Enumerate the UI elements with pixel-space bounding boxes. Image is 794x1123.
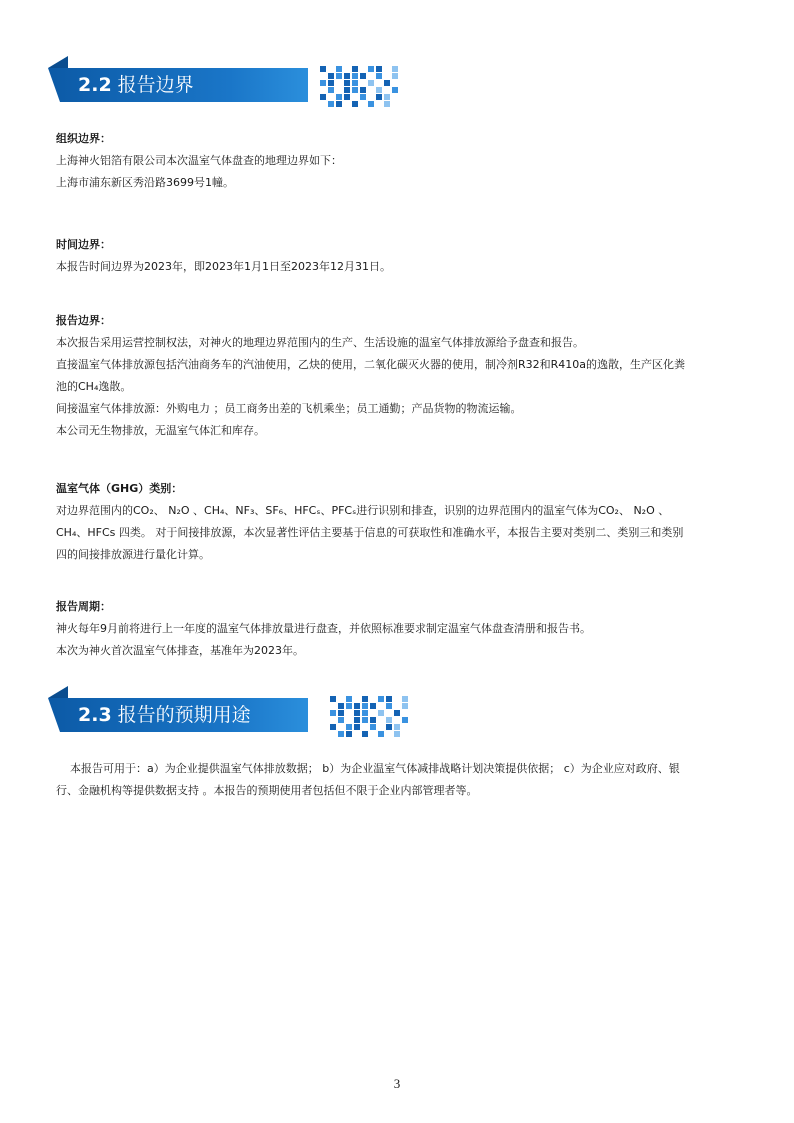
decor-pixel bbox=[392, 66, 398, 72]
decor-pixel bbox=[352, 87, 358, 93]
ghg-line: 四的间接排放源进行量化计算。 bbox=[56, 548, 210, 561]
org-line: 上海市浦东新区秀沿路3699号1幢。 bbox=[56, 176, 234, 189]
decor-pixel bbox=[336, 94, 342, 100]
decor-pixel bbox=[360, 73, 366, 79]
decor-pixel bbox=[360, 87, 366, 93]
section-title bbox=[78, 68, 194, 102]
decor-pixel bbox=[368, 101, 374, 107]
decor-pixel bbox=[338, 731, 344, 737]
decor-pixel bbox=[386, 696, 392, 702]
report-line: 本公司无生物排放，无温室气体汇和库存。 bbox=[56, 424, 265, 437]
time-boundary bbox=[56, 234, 746, 278]
decor-pixel bbox=[402, 717, 408, 723]
decor-pixel bbox=[346, 696, 352, 702]
decor-pixel bbox=[384, 94, 390, 100]
decor-pixel bbox=[344, 94, 350, 100]
decor-pixel bbox=[330, 724, 336, 730]
decor-pixel bbox=[354, 710, 360, 716]
usage-line: 行、金融机构等提供数据支持 。本报告的预期使用者包括但不限于企业内部管理者等。 bbox=[56, 784, 478, 797]
decor-pixel bbox=[386, 717, 392, 723]
decor-pixel bbox=[328, 101, 334, 107]
time-line: 本报告时间边界为2023年，即2023年1月1日至2023年12月31日。 bbox=[56, 260, 391, 273]
section-2-3-banner bbox=[48, 686, 420, 732]
ghg-categories bbox=[56, 478, 746, 566]
decor-pixel bbox=[338, 710, 344, 716]
decor-pixel bbox=[362, 710, 368, 716]
decor-pixel bbox=[352, 80, 358, 86]
decor-pixel bbox=[344, 80, 350, 86]
report-line: 池的CH₄逸散。 bbox=[56, 380, 132, 393]
report-line: 直接温室气体排放源包括汽油商务车的汽油使用，乙炔的使用，二氧化碳灭火器的使用，制冷剂R32和R410a的逸散，生产区化粪 bbox=[56, 358, 686, 371]
decor-pixel bbox=[360, 94, 366, 100]
section-title-text: 报告边界 bbox=[117, 74, 194, 96]
decor-pixel bbox=[346, 724, 352, 730]
decor-pixel bbox=[346, 703, 352, 709]
decor-pixel bbox=[346, 731, 352, 737]
decor-pixel bbox=[352, 66, 358, 72]
decor-pixel bbox=[336, 73, 342, 79]
period-heading: 报告周期： bbox=[56, 600, 111, 613]
report-boundary bbox=[56, 310, 746, 442]
decor-pixel bbox=[376, 66, 382, 72]
decor-pixel bbox=[392, 73, 398, 79]
decor-pixel bbox=[338, 717, 344, 723]
section-number: 2.2 bbox=[78, 74, 112, 96]
pixel-decoration bbox=[330, 696, 414, 738]
decor-pixel bbox=[378, 731, 384, 737]
decor-pixel bbox=[362, 703, 368, 709]
org-boundary bbox=[56, 128, 746, 194]
decor-pixel bbox=[328, 73, 334, 79]
section-title-text: 报告的预期用途 bbox=[117, 704, 251, 726]
decor-pixel bbox=[376, 87, 382, 93]
decor-pixel bbox=[354, 717, 360, 723]
decor-pixel bbox=[330, 696, 336, 702]
report-heading: 报告边界： bbox=[56, 314, 111, 327]
decor-pixel bbox=[370, 703, 376, 709]
decor-pixel bbox=[368, 80, 374, 86]
decor-pixel bbox=[330, 710, 336, 716]
decor-pixel bbox=[402, 703, 408, 709]
decor-pixel bbox=[352, 101, 358, 107]
period-line: 本次为神火首次温室气体排查，基准年为2023年。 bbox=[56, 644, 304, 657]
usage-paragraph bbox=[56, 758, 746, 802]
report-line: 间接温室气体排放源：外购电力 ；员工商务出差的飞机乘坐；员工通勤；产品货物的物流运输。 bbox=[56, 402, 522, 415]
decor-pixel bbox=[394, 724, 400, 730]
decor-pixel bbox=[354, 703, 360, 709]
decor-pixel bbox=[386, 703, 392, 709]
decor-pixel bbox=[328, 87, 334, 93]
org-line: 上海神火铝箔有限公司本次温室气体盘查的地理边界如下： bbox=[56, 154, 342, 167]
decor-pixel bbox=[376, 73, 382, 79]
section-number: 2.3 bbox=[78, 704, 112, 726]
decor-pixel bbox=[336, 101, 342, 107]
decor-pixel bbox=[376, 94, 382, 100]
decor-pixel bbox=[368, 66, 374, 72]
decor-pixel bbox=[370, 717, 376, 723]
decor-pixel bbox=[320, 94, 326, 100]
decor-pixel bbox=[392, 87, 398, 93]
decor-pixel bbox=[336, 66, 342, 72]
report-period bbox=[56, 596, 746, 662]
page-number: 3 bbox=[393, 1076, 401, 1091]
decor-pixel bbox=[362, 731, 368, 737]
decor-pixel bbox=[402, 696, 408, 702]
time-heading: 时间边界： bbox=[56, 238, 111, 251]
banner-flag bbox=[48, 686, 68, 698]
section-2-2-banner bbox=[48, 56, 420, 102]
decor-pixel bbox=[394, 710, 400, 716]
period-line: 神火每年9月前将进行上一年度的温室气体排放量进行盘查，并依照标准要求制定温室气体盘查清册和报告书。 bbox=[56, 622, 591, 635]
decor-pixel bbox=[386, 724, 392, 730]
decor-pixel bbox=[320, 66, 326, 72]
decor-pixel bbox=[378, 710, 384, 716]
ghg-heading: 温室气体（GHG）类别： bbox=[56, 482, 183, 495]
decor-pixel bbox=[384, 101, 390, 107]
decor-pixel bbox=[344, 73, 350, 79]
decor-pixel bbox=[320, 80, 326, 86]
decor-pixel bbox=[328, 80, 334, 86]
decor-pixel bbox=[338, 703, 344, 709]
decor-pixel bbox=[378, 696, 384, 702]
banner-flag bbox=[48, 56, 68, 68]
decor-pixel bbox=[354, 724, 360, 730]
section-title bbox=[78, 698, 251, 732]
org-heading: 组织边界： bbox=[56, 132, 111, 145]
report-line: 本次报告采用运营控制权法，对神火的地理边界范围内的生产、生活设施的温室气体排放源给予盘查和报告。 bbox=[56, 336, 584, 349]
pixel-decoration bbox=[320, 66, 404, 108]
decor-pixel bbox=[362, 717, 368, 723]
decor-pixel bbox=[352, 73, 358, 79]
decor-pixel bbox=[394, 731, 400, 737]
decor-pixel bbox=[362, 696, 368, 702]
usage-line: 本报告可用于：a）为企业提供温室气体排放数据； b）为企业温室气体减排战略计划决策提供依据； c）为企业应对政府、银 bbox=[56, 762, 680, 775]
decor-pixel bbox=[344, 87, 350, 93]
ghg-line: CH₄、HFCs 四类。 对于间接排放源，本次显著性评估主要基于信息的可获取性和准确水平，本报告主要对类别二、类别三和类别 bbox=[56, 526, 684, 539]
decor-pixel bbox=[384, 80, 390, 86]
ghg-line: 对边界范围内的CO₂、 N₂O 、CH₄、NF₃、SF₆、HFCₛ、PFCₛ进行识别和排查，识别的边界范围内的温室气体为CO₂、 N₂O 、 bbox=[56, 504, 670, 517]
decor-pixel bbox=[370, 724, 376, 730]
